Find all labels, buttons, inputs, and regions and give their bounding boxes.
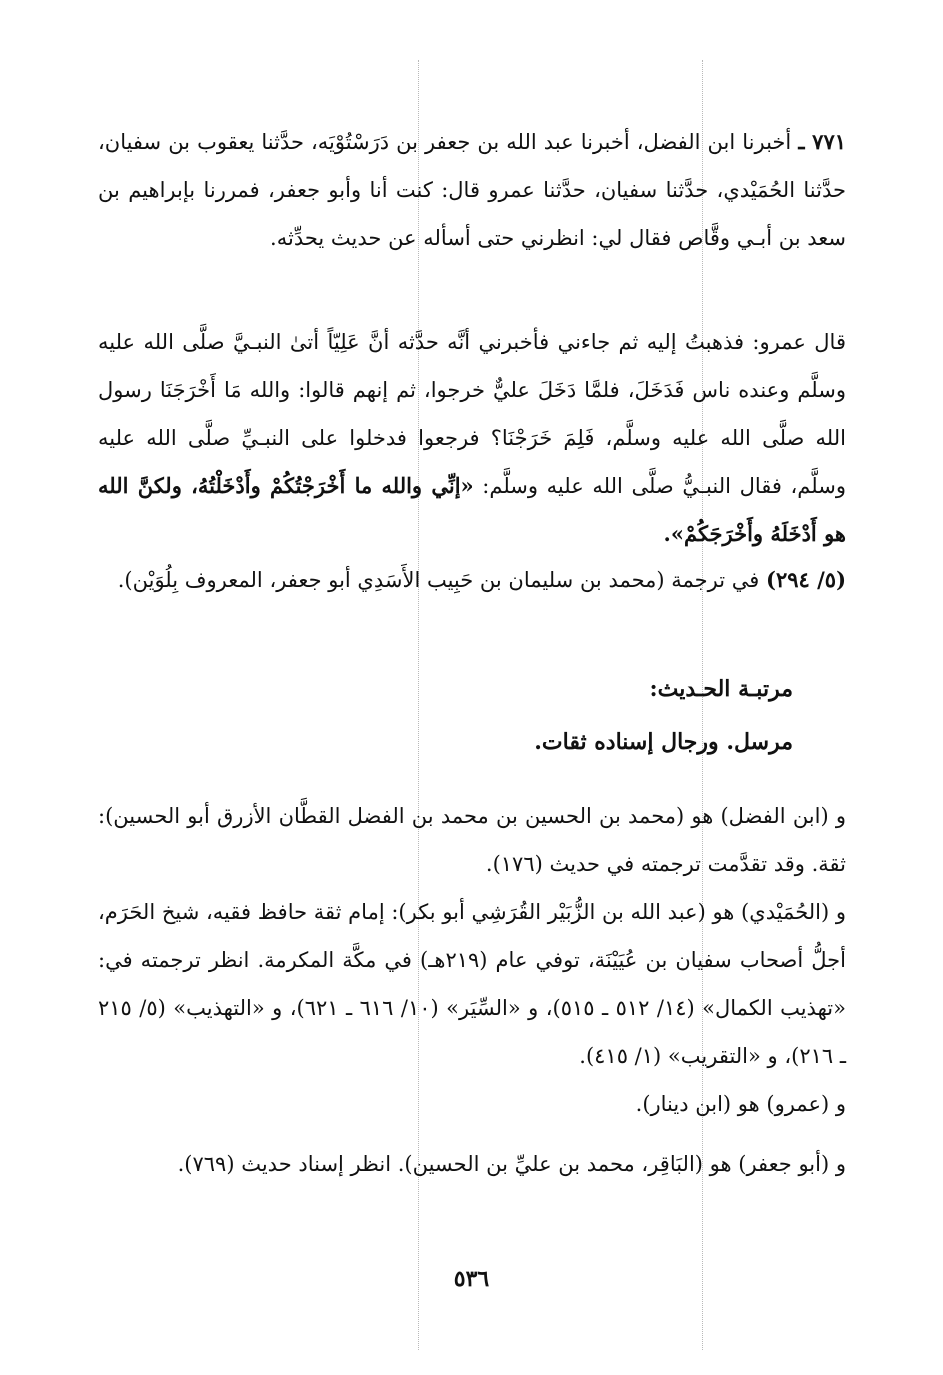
page-number: ٥٣٦ [453,1266,490,1292]
hadith-paragraph [98,118,846,262]
grade-heading: مرتبـة الحـديث: [649,676,793,702]
note-amr: و (عمرو) هو (ابن دينار). [635,1092,846,1116]
source-reference: (٥/ ٢٩٤) [766,567,846,592]
narration-paragraph [98,318,846,558]
note-ibn-alfadl: و (ابن الفضل) هو (محمد بن الحسين بن محمد بن الفضل القطَّان الأزرق أبو الحسين): ثقة. وقد تقدَّمت ترجمته في حديث (١٧٦). [98,804,847,876]
prophet-quote: «إنِّي والله ما أَخْرَجْتُكُمْ وأَدْخَلْتُهُ، ولكنَّ الله هو أَدْخَلَهُ وأَخْرَجَكُمْ». [98,473,846,546]
source-text: في ترجمة (محمد بن سليمان بن حَبِيب الأَسَدِي أبو جعفر، المعروف بِلُوَيْن). [117,568,760,592]
source-paragraph [98,556,846,604]
hadith-number: ٧٧١ ـ [798,129,847,154]
note-abu-jafar: و (أبو جعفر) هو (البَاقِر، محمد بن عليِّ بن الحسين). انظر إسناد حديث (٧٦٩). [177,1152,846,1176]
note-humaydi: و (الحُمَيْدي) هو (عبد الله بن الزُّبَيْر القُرَشِي أبو بكر): إمام ثقة حافظ فقيه، شيخ الحَرَم، أجلُّ أصحاب سفيان بن عُيَيْنَة، توفي عام (٢١٩هـ) في مكَّة المكرمة. انظر ترجمته في: «تهذيب الكمال» (١٤/ ٥١٢ ـ ٥١٥)، و «السِّيَر» (١٠/ ٦١٦ ـ ٦٢١)، و «التهذيب» (٥/ ٢١٥ ـ ٢١٦)، و «التقريب» (١/ ٤١٥). [98,900,846,1068]
narration-text: قال عمرو: فذهبتُ إليه ثم جاءني فأخبرني أنَّه حدَّثه أنَّ عَلِيّاً أتىٰ النبـيَّ صلَّى الله عليه وسلَّم وعنده ناس فَدَخَلَ، فلمَّا دَخَلَ عليٌّ خرجوا، ثم إنهم قالوا: والله مَا أَخْرَجَنَا رسول الله صلَّى الله عليه وسلَّم، فَلِمَ خَرَجْنَا؟ فرجعوا فدخلوا على النبـيِّ صلَّى الله عليه وسلَّم، فقال النبـيُّ صلَّى الله عليه وسلَّم: [98,330,846,498]
grade-verdict: مرسل. ورجال إسناده ثقات. [534,729,793,755]
hadith-text: أخبرنا ابن الفضل، أخبرنا عبد الله بن جعفر بن دَرَسْتُوْيَه، حدَّثنا يعقوب بن سفيان، حدَّثنا الحُمَيْدي، حدَّثنا سفيان، حدَّثنا عمرو قال: كنت أنا وأبو جعفر، فمررنا بإبراهيم بن سعد بن أبـي وقَّاص فقال لي: انظرني حتى أسأله عن حديث يحدِّثه. [98,130,846,250]
